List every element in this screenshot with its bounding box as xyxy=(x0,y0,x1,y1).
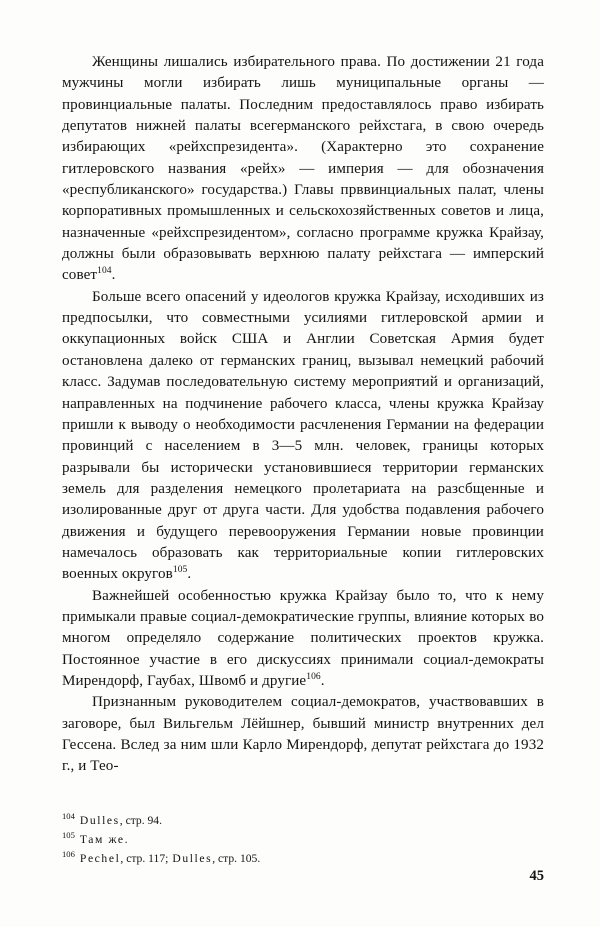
footnote-104-marker: 104 xyxy=(62,811,75,822)
paragraph-4-text: Признанным руководителем социал-демократов, участвовавших в заговоре, был Вильгельм Лёйшнер, бывший министр внутренних дел Гессена. Вслед за ним шли Карло Мирендорф, депутат рейхстага до 1932 г., и Тео- xyxy=(62,694,544,775)
footnote-section xyxy=(62,812,544,868)
page-number: 45 xyxy=(529,868,544,884)
footnote-106-rest: , стр. 117; xyxy=(120,851,169,865)
paragraph-3-text: Важнейшей особенностью кружка Крайзау было то, что к нему примыкали правые социал-демократические группы, влияние которых во многом определяло содержание политических проектов кружка. Постоянное участие в его дискуссиях принимали социал-демократы Мирендорф, Гаубах, Швомб и другие xyxy=(62,587,544,689)
paragraph-3 xyxy=(62,586,544,693)
footnote-marker-104: 104 xyxy=(97,266,112,277)
footnote-marker-105: 105 xyxy=(172,565,188,576)
paragraph-3-tail: . xyxy=(320,672,325,689)
footnote-106-rest-2: , стр. 105. xyxy=(212,851,261,865)
paragraph-1-text: Женщины лишались избирательного права. По достижении 21 года мужчины могли избирать лишь муниципальные органы — провинциальные палаты. Последним предоставлялось право избирать депутатов нижней палаты всегерманского рейхстага, в свою очередь избирающих «рейхспрезидента». (Характерно это сохранение гитлеровского названия «рейх» — империя — для обозначения «республиканского» государства.) Главы прввинциальных палат, члены корпоративных промышленных и сельскохозяйственных советов и лица, назначенные «рейхспрезидентом», согласно программе кружка Крайзау, должны были образовывать верхнюю палату рейхстага — имперский совет xyxy=(62,54,544,284)
footnote-104 xyxy=(62,812,544,831)
footnote-106 xyxy=(62,850,544,869)
paragraph-2 xyxy=(62,287,544,586)
footnote-106-source-2: Dulles xyxy=(172,851,213,865)
paragraph-4 xyxy=(62,692,544,777)
footnote-marker-106: 106 xyxy=(306,671,321,682)
paragraph-1 xyxy=(62,52,544,287)
footnote-105 xyxy=(62,831,544,850)
page-body xyxy=(62,52,544,778)
paragraph-2-text: Больше всего опасений у идеологов кружка Крайзау, исходивших из предпосылки, что совместными усилиями гитлеровской армии и оккупационных войск США и Англии Советская Армия будет остановлена далеко от германских границ, вызывал немецкий рабочий класс. Задумав последовательную систему мероприятий и организаций, направленных на подчинение рабочего класса, члены кружка Крайзау пришли к выводу о необходимости расчленения Германии на федерации провинций с населением в 3—5 млн. человек, границы которых разрывали бы исторически установившиеся территории германских земель для разделения немецкого пролетариата на разсбщенные и изолированные друг от друга части. Для удобства подавления рабочего движения и будущего перевооружения Германии новые провинции намечалось образовать как территориальные копии гитлеровских военных округов xyxy=(62,288,544,583)
footnote-105-marker: 105 xyxy=(62,829,75,840)
footnote-105-rest: . xyxy=(124,832,128,846)
footnote-106-source: Pechel xyxy=(79,851,121,865)
footnote-104-source: Dulles xyxy=(79,814,120,827)
footnote-104-rest: , стр. 94. xyxy=(119,814,163,827)
paragraph-1-tail: . xyxy=(111,267,116,284)
paragraph-2-tail: . xyxy=(187,566,192,583)
footnote-106-marker: 106 xyxy=(62,848,75,859)
footnote-105-source: Там же xyxy=(79,832,125,846)
